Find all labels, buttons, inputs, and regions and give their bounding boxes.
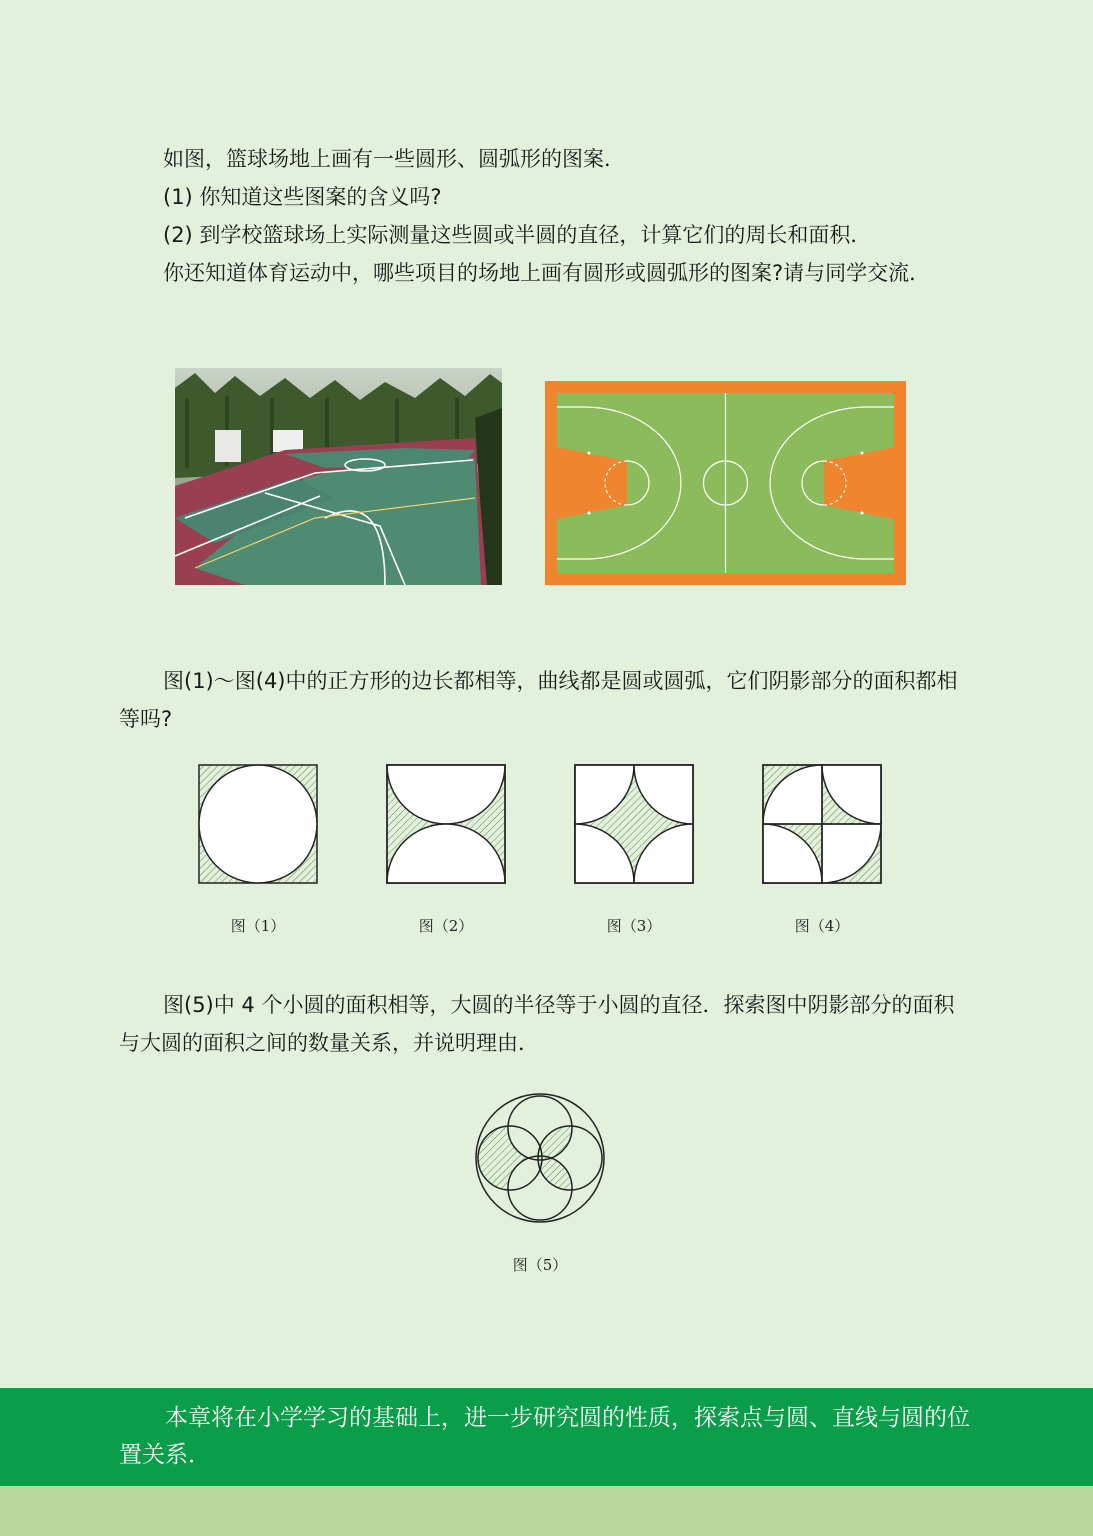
figure-4: [762, 764, 882, 884]
figure-2: [386, 764, 506, 884]
intro-line: 如图，篮球场地上画有一些圆形、圆弧形的图案．: [163, 147, 625, 171]
basketball-court-photo: [175, 368, 502, 585]
figure-1-caption: 图（1）: [230, 917, 286, 935]
question-1: (1) 你知道这些图案的含义吗?: [163, 185, 442, 209]
question-2: (2) 到学校篮球场上实际测量这些圆或半圆的直径，计算它们的周长和面积．: [163, 223, 872, 247]
figure-3-caption: 图（3）: [606, 917, 662, 935]
figure-3: [574, 764, 694, 884]
figure-1: [198, 764, 318, 884]
figure-2-caption: 图（2）: [418, 917, 474, 935]
chapter-summary: 本章将在小学学习的基础上，进一步研究圆的性质，探索点与圆、直线与圆的位置关系．: [119, 1405, 970, 1468]
question-3: 你还知道体育运动中，哪些项目的场地上画有圆形或圆弧形的图案?请与同学交流．: [163, 261, 931, 285]
figure-5: [472, 1090, 608, 1226]
squares-question: 图(1)～图(4)中的正方形的边长都相等，曲线都是圆或圆弧，它们阴影部分的面积都相等吗?: [119, 669, 958, 731]
figure-5-caption: 图（5）: [512, 1256, 568, 1274]
circles-question: 图(5)中 4 个小圆的面积相等，大圆的半径等于小圆的直径．探索图中阴影部分的面积与大圆的面积之间的数量关系，并说明理由．: [119, 993, 955, 1055]
figure-4-caption: 图（4）: [794, 917, 850, 935]
basketball-court-diagram: [545, 381, 906, 585]
bottom-band: [0, 1486, 1093, 1536]
